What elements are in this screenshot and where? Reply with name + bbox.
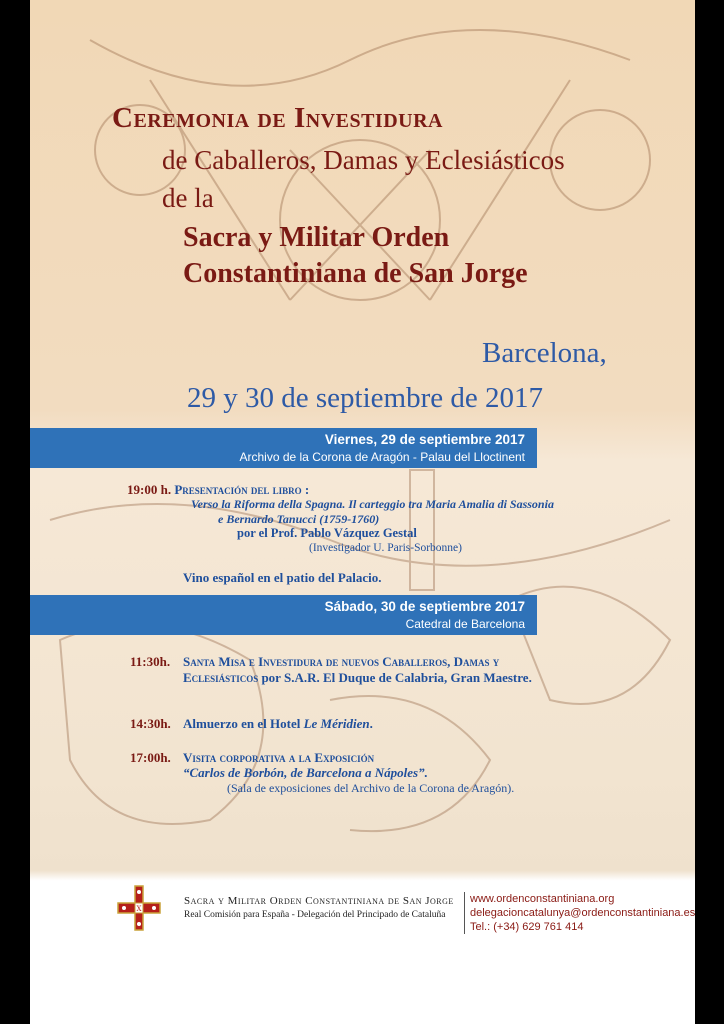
- subtitle-line-1: de Caballeros, Damas y Eclesiásticos: [162, 145, 565, 175]
- day2-place: Catedral de Barcelona: [405, 617, 525, 631]
- poster: [30, 0, 695, 1024]
- day1-banner: [30, 428, 537, 468]
- day2-event2-time: 14:30h.: [130, 716, 171, 731]
- day2-event1-time: 11:30h.: [130, 654, 171, 669]
- day2-banner: [30, 595, 537, 635]
- order-name-line-1: Sacra y Militar Orden: [183, 222, 450, 253]
- day1-reception: Vino español en el patio del Palacio.: [183, 570, 382, 585]
- day1-date: Viernes, 29 de septiembre 2017: [324, 432, 525, 447]
- footer-delegation: Real Comisión para España - Delegación del Principado de Cataluña: [184, 910, 446, 920]
- right-black-border: [696, 0, 724, 1024]
- svg-text:X: X: [136, 905, 142, 913]
- footer-divider: [464, 892, 465, 934]
- footer-website-link[interactable]: www.ordenconstantiniana.org: [470, 893, 615, 905]
- day2-date: Sábado, 30 de septiembre 2017: [324, 599, 525, 614]
- day2-event3-time: 17:00h.: [130, 750, 171, 765]
- day2-event1-line2: Eclesiásticos por S.A.R. El Duque de Calabria, Gran Maestre.: [183, 670, 532, 685]
- day1-event1-heading: Presentación del libro: [174, 482, 302, 497]
- day2-event2-text: Almuerzo en el Hotel Le Méridien.: [183, 716, 373, 731]
- ceremony-title: Ceremonia de Investidura: [112, 102, 443, 134]
- footer-phone: Tel.: (+34) 629 761 414: [470, 921, 584, 933]
- day2-event3-line1: Visita corporativa a la Exposición: [183, 750, 375, 765]
- day1-author-note: (Investigador U. Paris-Sorbonne): [309, 542, 462, 554]
- footer-email-link[interactable]: delegacioncatalunya@ordenconstantiniana.es: [470, 907, 695, 919]
- day2-event3-line2: “Carlos de Borbón, de Barcelona a Nápoles”.: [183, 765, 428, 780]
- event-dates: 29 y 30 de septiembre de 2017: [187, 382, 543, 414]
- day1-place: Archivo de la Corona de Aragón - Palau del Lloctinent: [239, 450, 525, 464]
- day1-author: por el Prof. Pablo Vázquez Gestal: [237, 526, 417, 540]
- day2-event3-line3: (Sala de exposiciones del Archivo de la Corona de Aragón).: [227, 781, 515, 795]
- day1-event1-time: 19:00 h. Presentación del libro :: [127, 482, 310, 497]
- event-city: Barcelona,: [482, 337, 607, 369]
- order-name-line-2: Constantiniana de San Jorge: [183, 258, 528, 289]
- day1-book-title-line1: Verso la Riforma della Spagna. Il carteggio tra Maria Amalia di Sassonia: [191, 497, 554, 511]
- footer-organization-name: Sacra y Militar Orden Constantiniana de San Jorge: [184, 895, 454, 907]
- day1-book-title-line2: e Bernardo Tanucci (1759-1760): [218, 512, 380, 526]
- day2-event1-line1: Santa Misa e Investidura de nuevos Caballeros, Damas y: [183, 654, 500, 669]
- order-cross-logo-icon: [116, 884, 162, 932]
- subtitle-line-2: de la: [162, 183, 214, 213]
